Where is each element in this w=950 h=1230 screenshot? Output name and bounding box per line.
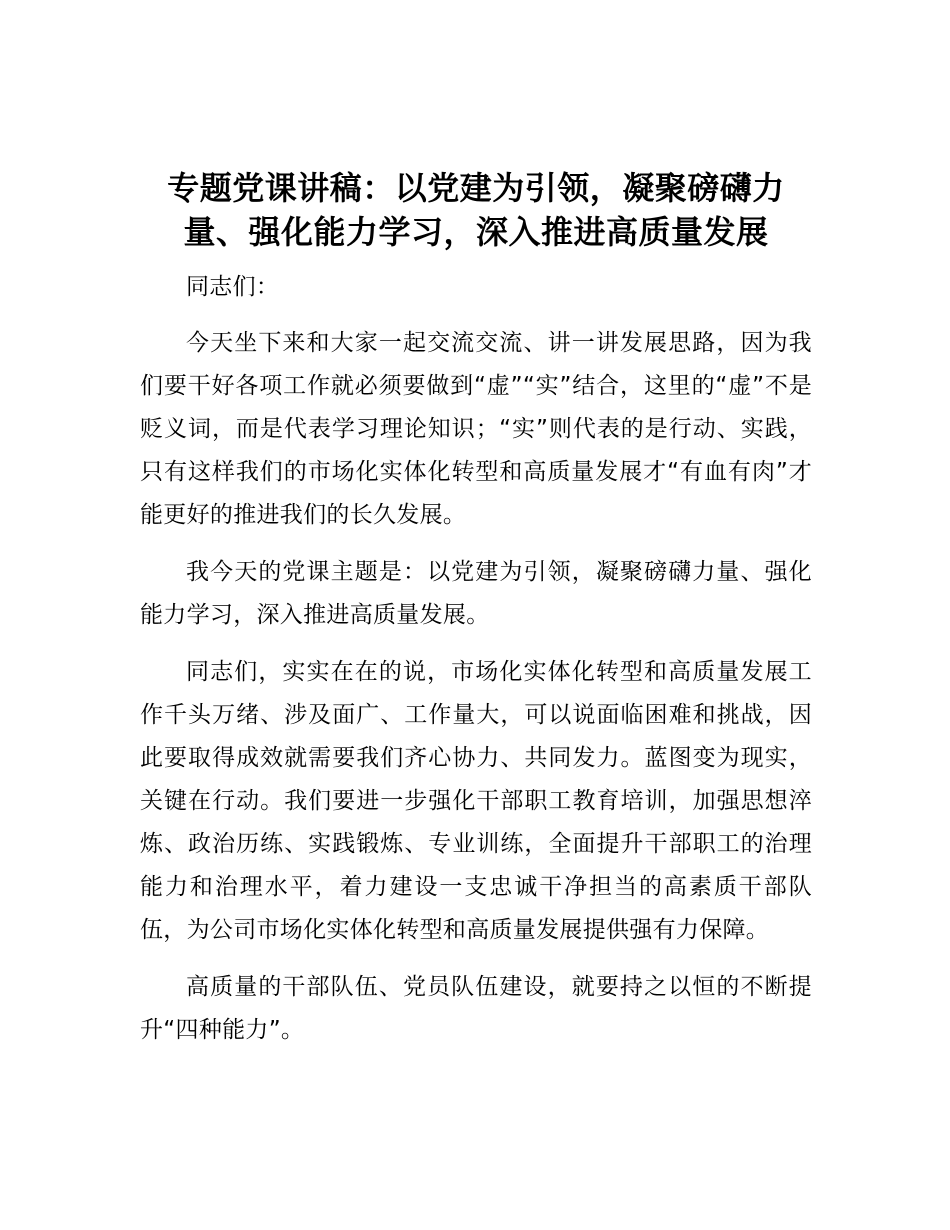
document-title: 专题党课讲稿：以党建为引领，凝聚磅礴力量、强化能力学习，深入推进高质量发展 bbox=[167, 169, 785, 251]
document-body bbox=[140, 266, 812, 1066]
paragraph-4: 高质量的干部队伍、党员队伍建设，就要持之以恒的不断提升“四种能力”。 bbox=[140, 974, 812, 1043]
paragraph-1: 今天坐下来和大家一起交流交流、讲一讲发展思路，因为我们要干好各项工作就必须要做到“虚”“实”结合，这里的“虚”不是贬义词，而是代表学习理论知识；“实”则代表的是行动、实践，只有这样我们的市场化实体化转型和高质量发展才“有血有肉”才能更好的推进我们的长久发展。 bbox=[140, 330, 812, 528]
paragraph-2: 我今天的党课主题是：以党建为引领，凝聚磅礴力量、强化能力学习，深入推进高质量发展。 bbox=[140, 559, 812, 628]
greeting: 同志们： bbox=[186, 274, 280, 300]
paragraph-3: 同志们，实实在在的说，市场化实体化转型和高质量发展工作千头万绪、涉及面广、工作量大，可以说面临困难和挑战，因此要取得成效就需要我们齐心协力、共同发力。蓝图变为现实，关键在行动。我们要进一步强化干部职工教育培训，加强思想淬炼、政治历练、实践锻炼、专业训练，全面提升干部职工的治理能力和治理水平，着力建设一支忠诚干净担当的高素质干部队伍，为公司市场化实体化转型和高质量发展提供强有力保障。 bbox=[140, 659, 812, 943]
